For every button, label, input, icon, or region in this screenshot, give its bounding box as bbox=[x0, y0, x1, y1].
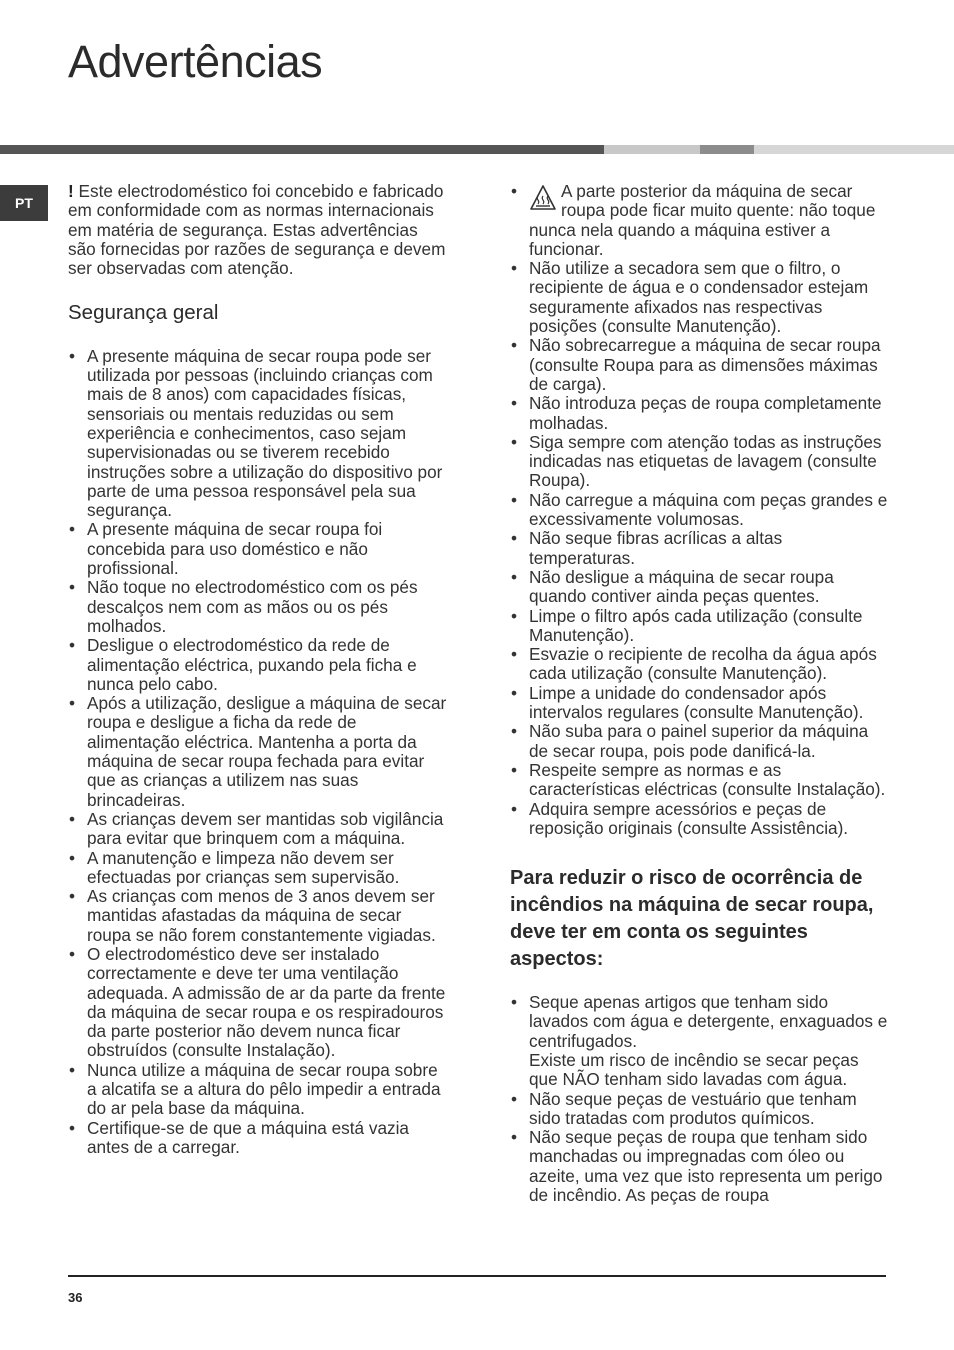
list-item: • As crianças com menos de 3 anos devem ser mantidas afastadas da máquina de secar roupa se não forem constantemente vigiadas. bbox=[68, 887, 450, 945]
list-item: • O electrodoméstico deve ser instalado correctamente e deve ter uma ventilação adequada. A admissão de ar da parte da frente da máquina de secar roupa e os respiradouros da parte posterior não devem nunca ficar obstruídos (consulte Instalação). bbox=[68, 945, 450, 1061]
rule-segment-mid bbox=[700, 145, 754, 154]
list-item: • A manutenção e limpeza não devem ser efectuadas por crianças sem supervisão. bbox=[68, 849, 450, 888]
list-item: • A presente máquina de secar roupa foi concebida para uso doméstico e não profissional. bbox=[68, 520, 450, 578]
list-item: • Após a utilização, desligue a máquina de secar roupa e desligue a ficha da rede de alimentação eléctrica. Mantenha a porta da máquina de secar roupa fechada para evitar que as crianças a utilizem nas suas brincadeiras. bbox=[68, 694, 450, 810]
list-item: • Nunca utilize a máquina de secar roupa sobre a alcatifa se a altura do pêlo impedir a entrada do ar pela base da máquina. bbox=[68, 1061, 450, 1119]
exclamation-mark: ! bbox=[68, 181, 74, 201]
list-item: • As crianças devem ser mantidas sob vigilância para evitar que brinquem com a máquina. bbox=[68, 810, 450, 849]
right-list bbox=[510, 182, 890, 838]
fire-list bbox=[510, 993, 890, 1205]
page-number: 36 bbox=[68, 1290, 83, 1305]
hot-surface-warning-icon bbox=[529, 184, 557, 212]
list-item: • Respeite sempre as normas e as características eléctricas (consulte Instalação). bbox=[510, 761, 890, 800]
list-item: • Não suba para o painel superior da máquina de secar roupa, pois pode danificá-la. bbox=[510, 722, 890, 761]
list-item: • A presente máquina de secar roupa pode ser utilizada por pessoas (incluindo crianças com mais de 8 anos) com capacidades físicas, sensoriais ou mentais reduzidas ou sem experiência e conhecimentos, caso sejam supervisionadas ou se tiverem recebido instruções sobre a utilização do dispositivo por parte de uma pessoa responsável pela sua segurança. bbox=[68, 347, 450, 521]
list-item: • Certifique-se de que a máquina está vazia antes de a carregar. bbox=[68, 1119, 450, 1158]
header-rule-bar bbox=[0, 145, 954, 154]
fire-item-text-b: Existe um risco de incêndio se secar peças que NÃO tenham sido lavadas com água. bbox=[529, 1049, 859, 1090]
list-item: • Siga sempre com atenção todas as instruções indicadas nas etiquetas de lavagem (consulte Roupa). bbox=[510, 433, 890, 491]
left-column bbox=[68, 182, 450, 1157]
rule-segment-light bbox=[604, 145, 700, 154]
list-item: • Não desligue a máquina de secar roupa quando contiver ainda peças quentes. bbox=[510, 568, 890, 607]
list-item: • Desligue o electrodoméstico da rede de alimentação eléctrica, puxando pela ficha e nunca pelo cabo. bbox=[68, 636, 450, 694]
intro-paragraph bbox=[68, 182, 450, 278]
list-item-hot-surface bbox=[510, 182, 890, 259]
safety-list bbox=[68, 347, 450, 1157]
hot-surface-text: A parte posterior da máquina de secar roupa pode ficar muito quente: não toque nunca nela quando a máquina estiver a funcionar. bbox=[529, 181, 876, 259]
page-title: Advertências bbox=[68, 36, 323, 87]
list-item: • Não sobrecarregue a máquina de secar roupa (consulte Roupa para as dimensões máximas de carga). bbox=[510, 336, 890, 394]
language-tab: PT bbox=[0, 185, 48, 221]
fire-item-text-a: • Seque apenas artigos que tenham sido lavados com água e detergente, enxaguados e centrifugados. bbox=[529, 992, 888, 1051]
list-item: • Não seque fibras acrílicas a altas temperaturas. bbox=[510, 529, 890, 568]
rule-segment-light-end bbox=[754, 145, 954, 154]
rule-segment-dark bbox=[0, 145, 604, 154]
list-item: • Limpe o filtro após cada utilização (consulte Manutenção). bbox=[510, 607, 890, 646]
list-item bbox=[510, 993, 890, 1089]
fire-heading: Para reduzir o risco de ocorrência de incêndios na máquina de secar roupa, deve ter em conta os seguintes aspectos: bbox=[510, 867, 874, 971]
list-item: • Esvazie o recipiente de recolha da água após cada utilização (consulte Manutenção). bbox=[510, 645, 890, 684]
footer-rule bbox=[68, 1275, 886, 1277]
right-column bbox=[510, 182, 890, 1205]
list-item: • Não seque peças de vestuário que tenham sido tratadas com produtos químicos. bbox=[510, 1090, 890, 1129]
list-item: • Não toque no electrodoméstico com os pés descalços nem com as mãos ou os pés molhados. bbox=[68, 578, 450, 636]
list-item: • Não seque peças de roupa que tenham sido manchadas ou impregnadas com óleo ou azeite, uma vez que isto representa um perigo de incêndio. As peças de roupa bbox=[510, 1128, 890, 1205]
list-item: • Limpe a unidade do condensador após intervalos regulares (consulte Manutenção). bbox=[510, 684, 890, 723]
list-item: • Não introduza peças de roupa completamente molhadas. bbox=[510, 394, 890, 433]
list-item: • Não carregue a máquina com peças grandes e excessivamente volumosas. bbox=[510, 491, 890, 530]
intro-text: Este electrodoméstico foi concebido e fabricado em conformidade com as normas internacionais em matéria de segurança. Estas advertências são fornecidas por razões de segurança e devem ser observadas com atenção. bbox=[68, 181, 446, 279]
list-item: • Adquira sempre acessórios e peças de reposição originais (consulte Assistência). bbox=[510, 800, 890, 839]
list-item: • Não utilize a secadora sem que o filtro, o recipiente de água e o condensador estejam seguramente afixados nas respectivas posições (consulte Manutenção). bbox=[510, 259, 890, 336]
safety-heading: Segurança geral bbox=[68, 301, 219, 325]
